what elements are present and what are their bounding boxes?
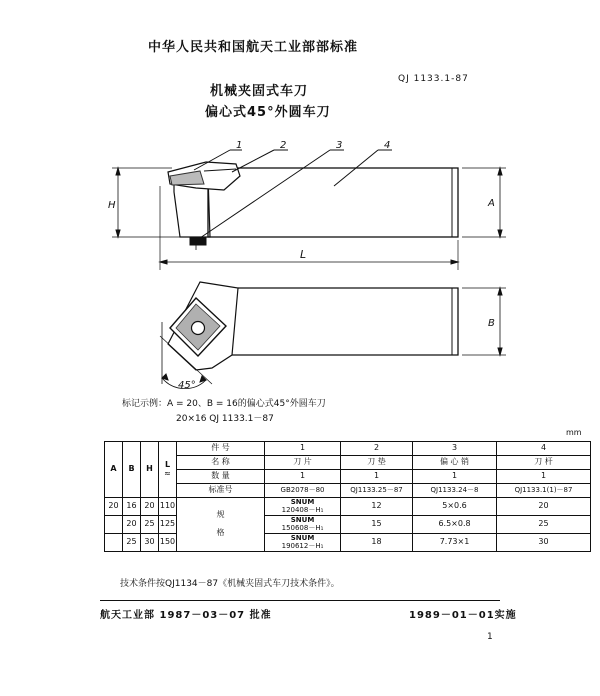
shim-cell: 18 [341, 534, 413, 552]
name-cell: 刀 垫 [341, 456, 413, 470]
marking-example-code: 20×16 QJ 1133.1－87 [176, 414, 274, 424]
insert-code: SNUM 150608－H₁ [265, 516, 341, 534]
qty-cell: 1 [413, 470, 497, 484]
name-cell: 刀 片 [265, 456, 341, 470]
table-row [105, 470, 591, 484]
part-no-cell: 3 [413, 442, 497, 456]
shim-cell: 12 [341, 498, 413, 516]
label-qty: 数 量 [177, 470, 265, 484]
holder-cell: 20 [497, 498, 591, 516]
cell-H: 20 [141, 498, 159, 516]
org-title: 中华人民共和国航天工业部部标准 [148, 40, 359, 55]
std-cell: QJ1133.1(1)－87 [497, 484, 591, 498]
cell-A [105, 534, 123, 552]
qty-cell: 1 [497, 470, 591, 484]
part-no-cell: 1 [265, 442, 341, 456]
part-no-cell: 2 [341, 442, 413, 456]
cell-A: 20 [105, 498, 123, 516]
footer-divider [100, 600, 500, 601]
cell-L: 110 [159, 498, 177, 516]
parts-table [104, 441, 591, 552]
qty-cell: 1 [341, 470, 413, 484]
dim-label-L: L [300, 248, 307, 261]
shim-cell: 15 [341, 516, 413, 534]
cell-B: 25 [123, 534, 141, 552]
table-row [105, 484, 591, 498]
label-std: 标准号 [177, 484, 265, 498]
std-cell: GB2078－80 [265, 484, 341, 498]
cell-B: 16 [123, 498, 141, 516]
pin-cell: 7.73×1 [413, 534, 497, 552]
name-cell: 刀 杆 [497, 456, 591, 470]
cell-B: 20 [123, 516, 141, 534]
part-label-1: 1 [236, 140, 243, 151]
document-title: 机械夹固式车刀 [210, 84, 309, 99]
col-header-B: B [123, 442, 141, 498]
page-number: 1 [487, 632, 493, 642]
qty-cell: 1 [265, 470, 341, 484]
dim-label-A: A [488, 198, 495, 209]
label-part-no: 件 号 [177, 442, 265, 456]
table-row [105, 442, 591, 456]
standard-number: QJ 1133.1-87 [398, 74, 469, 84]
cell-H: 25 [141, 516, 159, 534]
cell-L: 150 [159, 534, 177, 552]
approval-date: 航天工业部 1987－03－07 批准 [100, 610, 272, 621]
dim-label-B: B [488, 318, 495, 329]
part-label-2: 2 [280, 140, 287, 151]
cell-H: 30 [141, 534, 159, 552]
spec-label: 规 格 [177, 498, 265, 552]
pin-cell: 5×0.6 [413, 498, 497, 516]
dim-label-H: H [108, 200, 116, 211]
effective-date: 1989－01－01实施 [409, 610, 517, 621]
cell-L: 125 [159, 516, 177, 534]
unit-label: mm [566, 428, 582, 437]
label-name: 名 称 [177, 456, 265, 470]
std-cell: QJ1133.25－87 [341, 484, 413, 498]
technical-note: 技术条件按QJ1134－87《机械夹固式车刀技术条件》。 [120, 579, 340, 589]
insert-code: SNUM 120408－H₁ [265, 498, 341, 516]
part-no-cell: 4 [497, 442, 591, 456]
table-row [105, 498, 591, 516]
side-view [112, 150, 506, 270]
holder-cell: 25 [497, 516, 591, 534]
std-cell: QJ1133.24－8 [413, 484, 497, 498]
part-label-4: 4 [384, 140, 391, 151]
holder-cell: 30 [497, 534, 591, 552]
col-header-L: L ≈ [159, 442, 177, 498]
insert-code: SNUM 190612－H₁ [265, 534, 341, 552]
marking-example: 标记示例：A = 20、B = 16的偏心式45°外圆车刀 [122, 399, 326, 409]
table-row [105, 456, 591, 470]
pin-cell: 6.5×0.8 [413, 516, 497, 534]
name-cell: 偏 心 销 [413, 456, 497, 470]
document-subtitle: 偏心式45°外圆车刀 [205, 105, 331, 120]
top-view [160, 282, 506, 389]
cell-A [105, 516, 123, 534]
col-header-A: A [105, 442, 123, 498]
angle-label: 45° [178, 380, 196, 391]
part-label-3: 3 [336, 140, 343, 151]
col-header-H: H [141, 442, 159, 498]
